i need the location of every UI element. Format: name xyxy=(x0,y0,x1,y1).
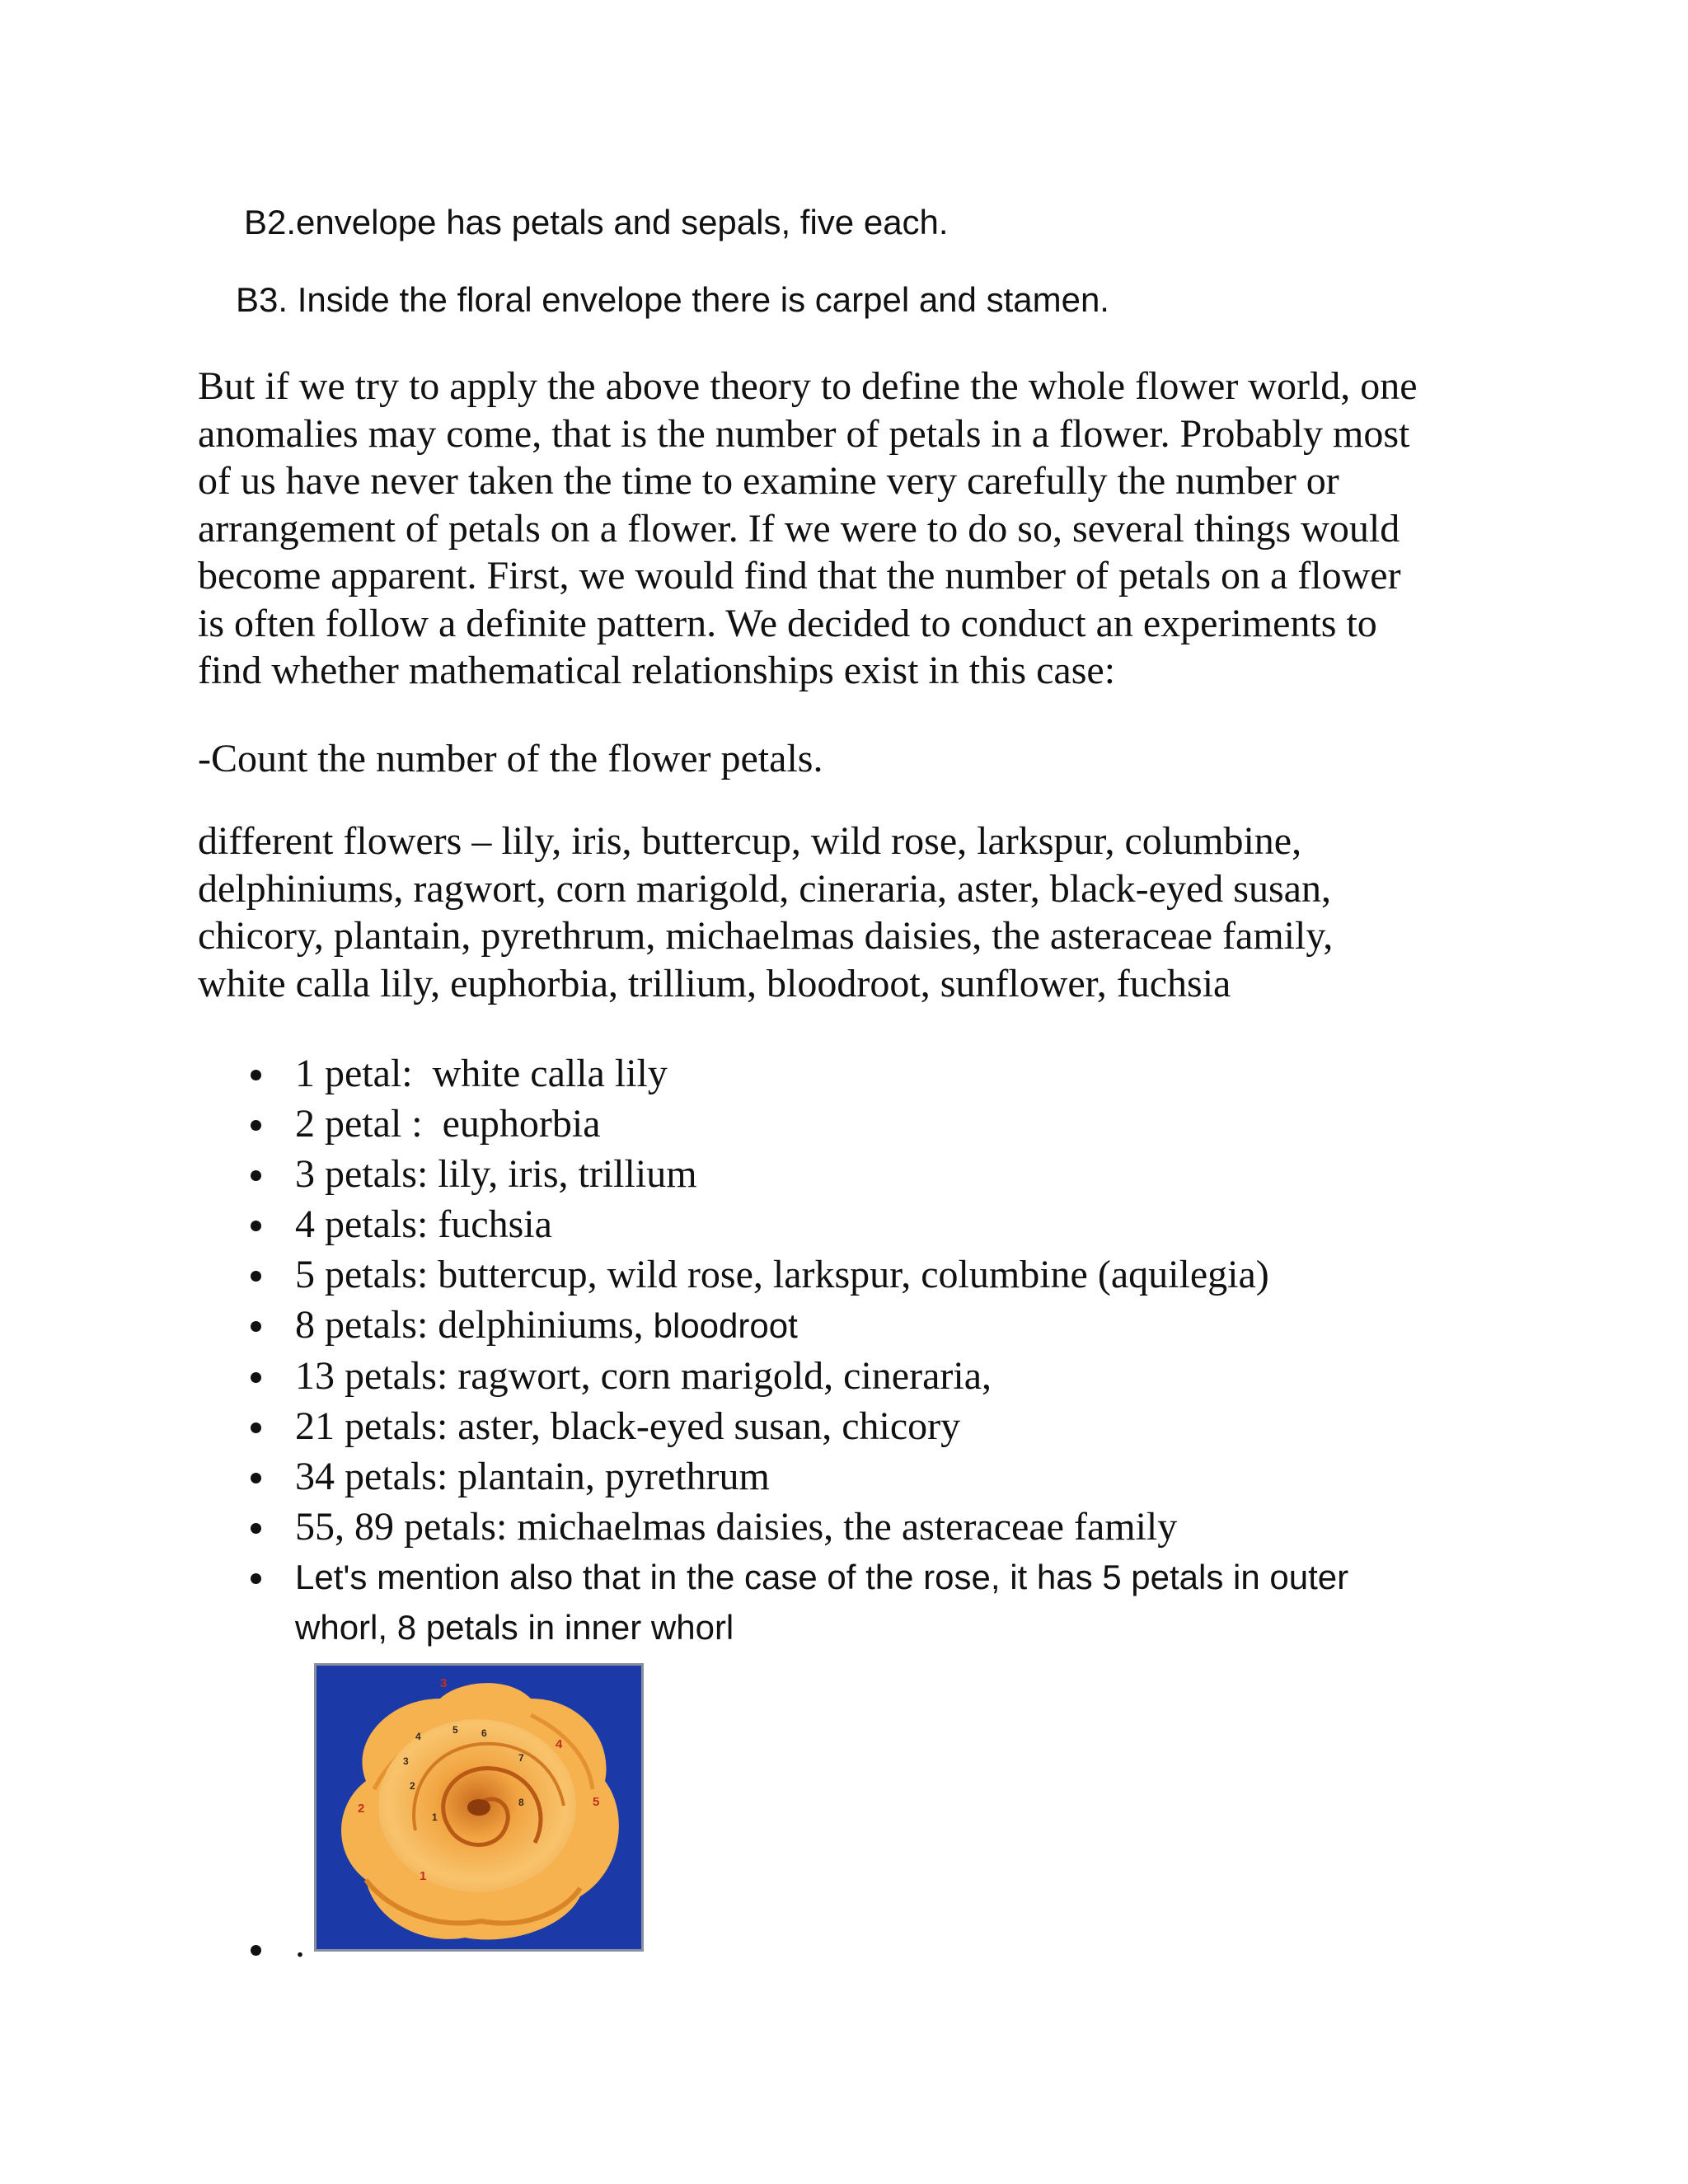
list-item xyxy=(198,1199,1484,1249)
petal-count-label: 4 petals: xyxy=(295,1202,429,1246)
paragraph-petal-anomaly xyxy=(198,363,1484,695)
inner-number: 7 xyxy=(518,1752,524,1764)
bullet-icon xyxy=(251,1473,261,1483)
petal-flower-names: euphorbia xyxy=(442,1102,601,1146)
petal-flower-names: delphiniums, xyxy=(438,1303,644,1347)
paragraph-line: arrangement of petals on a flower. If we were to do so, several things would xyxy=(198,506,1400,551)
outer-number: 1 xyxy=(420,1869,427,1883)
inner-number: 8 xyxy=(518,1797,524,1808)
list-item xyxy=(198,1048,1484,1099)
inner-number: 3 xyxy=(403,1755,409,1767)
petal-flower-names: fuchsia xyxy=(438,1202,552,1246)
inner-number: 5 xyxy=(452,1724,458,1736)
rose-note-line: whorl, 8 petals in inner whorl xyxy=(295,1608,734,1647)
petal-flower-names: ragwort, corn marigold, cineraria, xyxy=(457,1354,992,1398)
petal-count-label: 13 petals: xyxy=(295,1354,448,1398)
petal-flower-names: plantain, pyrethrum xyxy=(457,1455,770,1498)
bullet-icon xyxy=(251,1422,261,1433)
petal-flower-names-sans: bloodroot xyxy=(653,1306,798,1345)
petal-count-label: 2 petal : xyxy=(295,1102,423,1146)
flowers-line: chicory, plantain, pyrethrum, michaelmas daisies, the asteraceae family, xyxy=(198,914,1334,958)
rose-petal-diagram xyxy=(314,1663,644,1952)
list-item-rose-note xyxy=(198,1552,1484,1652)
outer-number: 3 xyxy=(440,1676,448,1690)
outer-number: 4 xyxy=(556,1737,563,1751)
outer-number: 5 xyxy=(593,1795,600,1809)
petal-flower-names: buttercup, wild rose, larkspur, columbine (aquilegia) xyxy=(438,1253,1269,1296)
rose-illustration xyxy=(316,1666,641,1949)
petal-flower-names: lily, iris, trillium xyxy=(438,1152,697,1196)
petal-flower-names: aster, black-eyed susan, chicory xyxy=(457,1404,961,1448)
flowers-paragraph xyxy=(198,818,1484,1007)
bullet-icon xyxy=(251,1120,261,1131)
list-item xyxy=(198,1300,1484,1351)
petal-flower-names: michaelmas daisies, the asteraceae family xyxy=(517,1505,1178,1549)
list-item xyxy=(198,1401,1484,1451)
paragraph-line: But if we try to apply the above theory to define the whole flower world, one xyxy=(198,364,1418,408)
bullet-icon xyxy=(251,1271,261,1282)
list-item xyxy=(198,1451,1484,1502)
petal-count-label: 3 petals: xyxy=(295,1152,429,1196)
inner-number: 6 xyxy=(481,1727,487,1739)
inner-whorl xyxy=(378,1719,576,1892)
inner-number: 1 xyxy=(432,1811,438,1823)
paragraph-line: is often follow a definite pattern. We decided to conduct an experiments to xyxy=(198,601,1377,645)
outer-number: 2 xyxy=(358,1802,365,1816)
flowers-line: different flowers – lily, iris, buttercup, wild rose, larkspur, columbine, xyxy=(198,819,1302,863)
instruction-text: -Count the number of the flower petals. xyxy=(198,737,823,780)
petal-count-label: 8 petals: xyxy=(295,1303,429,1347)
petal-count-label: 21 petals: xyxy=(295,1404,448,1448)
flowers-line: delphiniums, ragwort, corn marigold, cineraria, aster, black-eyed susan, xyxy=(198,866,1331,911)
rose-center xyxy=(467,1799,490,1816)
list-item xyxy=(198,1249,1484,1300)
paragraph-line: become apparent. First, we would find that the number of petals on a flower xyxy=(198,554,1401,598)
bullet-icon xyxy=(251,1170,261,1181)
intro-line-b2: B2.envelope has petals and sepals, five each. xyxy=(244,203,949,241)
bullet-icon xyxy=(251,1372,261,1383)
bullet-icon xyxy=(251,1070,261,1080)
bullet-icon xyxy=(251,1221,261,1231)
bullet-icon xyxy=(251,1573,261,1584)
list-item xyxy=(198,1149,1484,1199)
petal-flower-names: white calla lily xyxy=(432,1052,668,1095)
inner-number: 2 xyxy=(410,1780,415,1792)
bullet-icon xyxy=(251,1945,261,1956)
intro-line-b3: B3. Inside the floral envelope there is carpel and stamen. xyxy=(236,280,1109,319)
petal-count-label: 5 petals: xyxy=(295,1253,429,1296)
flowers-line: white calla lily, euphorbia, trillium, bloodroot, sunflower, fuchsia xyxy=(198,961,1231,1005)
petal-count-label: 55, 89 petals: xyxy=(295,1505,508,1549)
instruction-line xyxy=(198,735,1484,783)
list-item xyxy=(198,1502,1484,1552)
bullet-icon xyxy=(251,1321,261,1332)
list-item xyxy=(198,1099,1484,1149)
list-item xyxy=(198,1351,1484,1401)
paragraph-line: of us have never taken the time to examine very carefully the number or xyxy=(198,459,1339,503)
petal-count-label: 1 petal: xyxy=(295,1052,413,1095)
rose-note-line: Let's mention also that in the case of the rose, it has 5 petals in outer xyxy=(295,1558,1349,1596)
inner-number: 4 xyxy=(415,1731,421,1742)
paragraph-line: find whether mathematical relationships exist in this case: xyxy=(198,649,1116,692)
final-bullet-text: . xyxy=(295,1922,305,1966)
bullet-icon xyxy=(251,1523,261,1534)
paragraph-line: anomalies may come, that is the number of petals in a flower. Probably most xyxy=(198,411,1410,456)
petal-count-list xyxy=(198,1048,1484,1652)
petal-count-label: 34 petals: xyxy=(295,1455,448,1498)
